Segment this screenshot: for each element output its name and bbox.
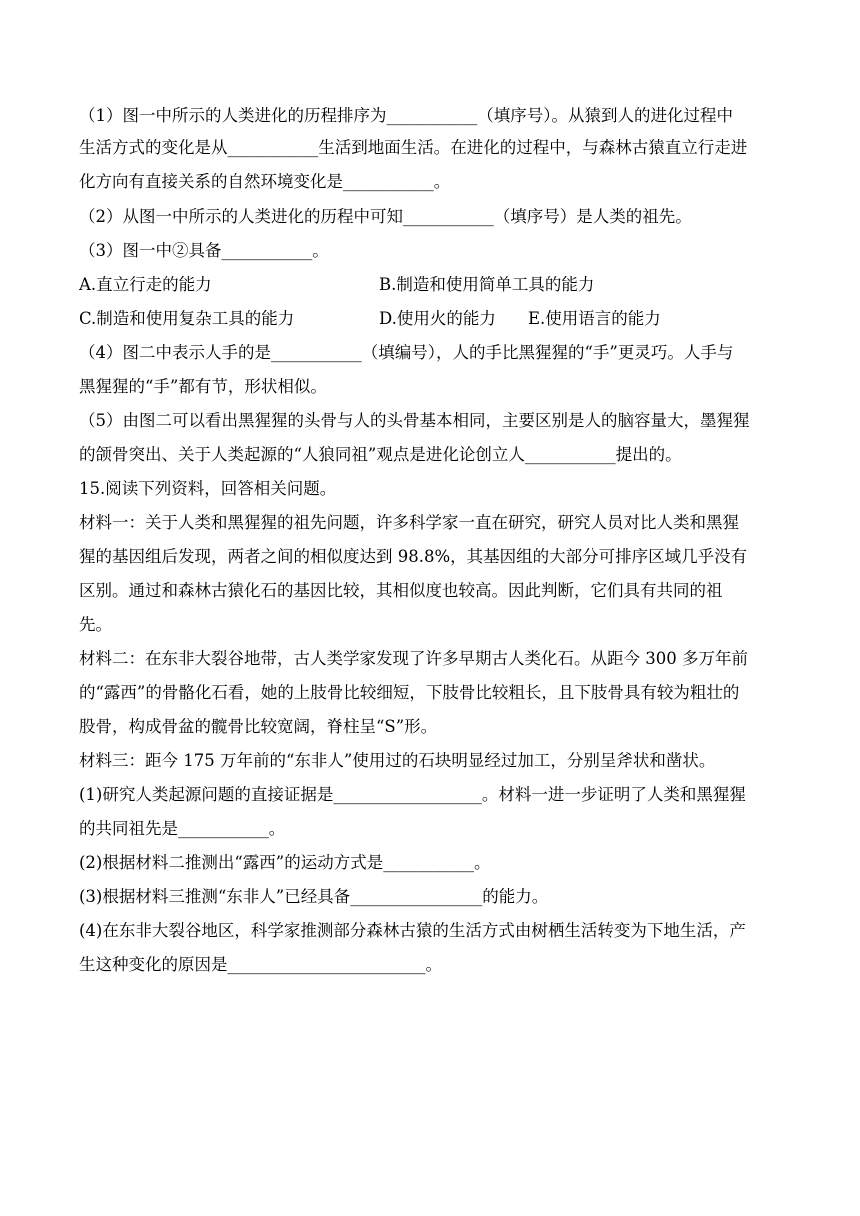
q15-sub4-line2: 生这种变化的原因是________________________。 [79, 955, 442, 974]
q15-title: 15.阅读下列资料，回答相关问题。 [79, 479, 337, 498]
option-b: B.制造和使用简单工具的能力 [379, 275, 595, 294]
q14-part4-line2: 黑猩猩的“手”都有节，形状相似。 [79, 377, 327, 396]
material1-line2: 猩的基因组后发现，两者之间的相似度达到 98.8%，其基因组的大部分可排序区域几乎没有 [79, 547, 748, 566]
material1-line3: 区别。通过和森林古猿化石的基因比较，其相似度也较高。因此判断，它们具有共同的祖 [79, 581, 723, 600]
q14-part1-line3: 化方向有直接关系的自然环境变化是___________。 [79, 172, 451, 191]
q15-sub4-line1: (4)在东非大裂谷地区，科学家推测部分森林古猿的生活方式由树栖生活转变为下地生活，产 [79, 921, 746, 940]
material3: 材料三：距今 175 万年前的“东非人”使用过的石块明显经过加工，分别呈斧状和凿状。 [79, 751, 716, 770]
q14-part5-line1: （5）由图二可以看出黑猩猩的头骨与人的头骨基本相同，主要区别是人的脑容量大，墨猩猩 [79, 411, 750, 430]
q15-sub1-line2: 的共同祖先是___________。 [79, 819, 286, 838]
material1-line1: 材料一：关于人类和黑猩猩的祖先问题，许多科学家一直在研究，研究人员对比人类和黑猩 [79, 513, 739, 532]
option-d: D.使用火的能力 [379, 309, 496, 328]
material2-line1: 材料二：在东非大裂谷地带，古人类学家发现了许多早期古人类化石。从距今 300 多万年前 [79, 649, 748, 668]
material1-line4: 先。 [79, 615, 112, 634]
option-a: A.直立行走的能力 [79, 275, 212, 294]
q15-sub1-line1: (1)研究人类起源问题的直接证据是__________________。材料一进一步证明了人类和黑猩猩 [79, 785, 746, 804]
q15-sub2: (2)根据材料二推测出“露西”的运动方式是___________。 [79, 853, 491, 872]
option-e: E.使用语言的能力 [528, 309, 661, 328]
q15-sub3: (3)根据材料三推测“东非人”已经具备________________的能力。 [79, 887, 549, 906]
q14-part5-line2: 的颌骨突出、关于人类起源的“人狼同祖”观点是进化论创立人___________提出的。 [79, 445, 682, 464]
q14-part2: （2）从图一中所示的人类进化的历程中可知___________（填序号）是人类的祖先。 [79, 207, 692, 226]
material2-line3: 股骨，构成骨盆的髋骨比较宽阔，脊柱呈“S”形。 [79, 717, 438, 736]
q14-part3: （3）图一中②具备___________。 [79, 241, 329, 260]
q14-part4-line1: （4）图二中表示人手的是___________（填编号），人的手比黑猩猩的“手”更灵巧。人手与 [79, 343, 734, 362]
q14-part1-line2: 生活方式的变化是从___________生活到地面生活。在进化的过程中，与森林古猿直立行走进 [79, 138, 748, 157]
option-c: C.制造和使用复杂工具的能力 [79, 309, 295, 328]
q14-part1-line1: （1）图一中所示的人类进化的历程排序为___________（填序号）。从猿到人的进化过程中 [79, 106, 733, 125]
material2-line2: 的“露西”的骨骼化石看，她的上肢骨比较细短，下肢骨比较粗长，且下肢骨具有较为粗壮的 [79, 683, 740, 702]
